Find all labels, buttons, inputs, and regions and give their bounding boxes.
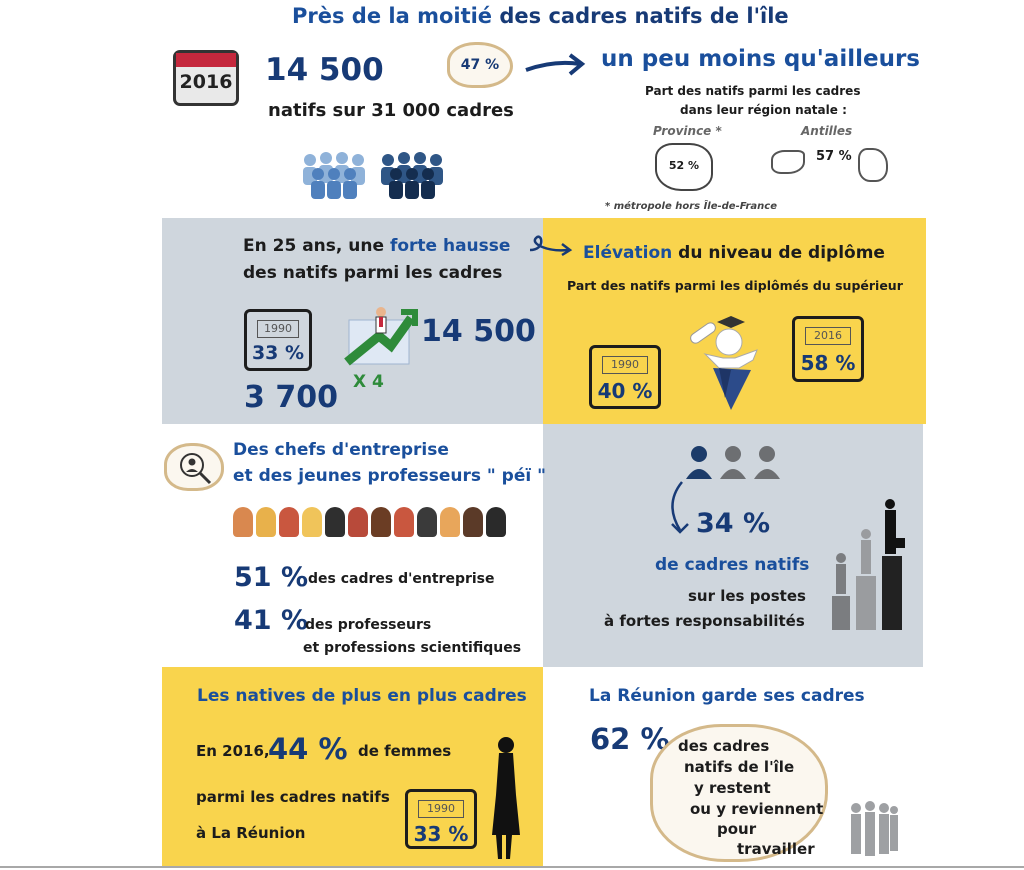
arrow-right-icon — [524, 52, 586, 78]
stay-line-2: natifs de l'île — [684, 758, 795, 776]
person-icon — [486, 507, 506, 537]
magnifier-icon — [167, 446, 223, 490]
province-pct: 52 % — [668, 159, 700, 172]
stay-line-6: travailler — [737, 840, 815, 858]
calendar-pct: 33 % — [251, 342, 305, 364]
stay-line-5: pour — [717, 820, 757, 838]
person-icon — [256, 507, 276, 537]
women-line-1a: En 2016, — [196, 742, 270, 760]
reunion-island-shape — [447, 42, 513, 88]
person-icon — [463, 507, 483, 537]
province-label: Province * — [653, 124, 722, 138]
diploma-title — [583, 243, 885, 263]
diploma-sub: Part des natifs parmi les diplômés du supérieur — [567, 278, 903, 293]
growth-title-1b: forte hausse — [389, 236, 511, 256]
growth-title-1 — [243, 236, 510, 256]
chefs-title-1: Des chefs d'entreprise — [233, 440, 449, 460]
growth-title-2: des natifs parmi les cadres — [243, 263, 503, 283]
calendar-2016-icon — [173, 50, 239, 106]
calendar-year: 2016 — [805, 327, 851, 345]
antilles-pct: 57 % — [816, 149, 852, 164]
resp-line-2: sur les postes — [688, 587, 806, 605]
native-count: 14 500 — [265, 52, 384, 88]
stay-line-4: ou y reviennent — [690, 800, 824, 818]
stay-line-3: y restent — [694, 779, 771, 797]
person-icon — [394, 507, 414, 537]
chefs-label-2b: et professions scientifiques — [303, 640, 522, 656]
calendar-year: 1990 — [257, 320, 299, 338]
stay-pct: 62 % — [590, 722, 670, 756]
native-count-sub: natifs sur 31 000 cadres — [268, 100, 514, 121]
resp-line-3: à fortes responsabilités — [604, 612, 805, 630]
stay-line-1: des cadres — [678, 737, 770, 755]
calendar-2016-diploma — [792, 316, 864, 382]
title-highlight: Près de la moitié — [292, 4, 493, 28]
chefs-label-1: des cadres d'entreprise — [308, 571, 495, 587]
diploma-title-b: du niveau de diplôme — [672, 243, 885, 263]
professionals-row — [233, 507, 513, 547]
stay-title: La Réunion garde ses cadres — [589, 686, 865, 706]
person-icon — [417, 507, 437, 537]
calendar-year: 2016 — [179, 71, 233, 93]
chefs-pct-1: 51 % — [234, 562, 309, 593]
person-icon — [440, 507, 460, 537]
compare-title: un peu moins qu'ailleurs — [601, 46, 920, 72]
group-silhouette-icon — [848, 800, 900, 860]
reunion-pct: 47 % — [460, 57, 500, 73]
footnote: * métropole hors Île-de-France — [605, 201, 777, 212]
chefs-label-2a: des professeurs — [305, 617, 432, 633]
diploma-title-a: Elévation — [583, 243, 673, 263]
calendar-pct: 58 % — [800, 351, 856, 375]
graduate-icon — [683, 298, 773, 413]
three-people-icon — [685, 443, 785, 483]
person-icon — [302, 507, 322, 537]
person-icon — [279, 507, 299, 537]
curved-arrow-icon — [660, 478, 700, 538]
antilles-map-icon-2 — [858, 148, 888, 182]
person-icon — [348, 507, 368, 537]
chefs-pct-2: 41 % — [234, 605, 309, 636]
women-pct: 44 % — [268, 732, 348, 766]
bottom-divider — [0, 866, 1024, 868]
chefs-title-2: et des jeunes professeurs " péï " — [233, 466, 546, 486]
growth-arrow-icon — [343, 302, 418, 372]
loop-arrow-icon — [528, 228, 574, 258]
person-icon — [325, 507, 345, 537]
women-line-1b: de femmes — [358, 742, 452, 760]
women-line-2: parmi les cadres natifs — [196, 788, 390, 806]
person-icon — [371, 507, 391, 537]
crowd-dark-icon — [378, 150, 448, 200]
women-line-3: à La Réunion — [196, 824, 306, 842]
resp-line-1: de cadres natifs — [655, 555, 810, 575]
multiplier: X 4 — [353, 372, 384, 392]
growth-title-1a: En 25 ans, une — [243, 236, 390, 256]
women-title: Les natives de plus en plus cadres — [197, 686, 527, 706]
person-icon — [233, 507, 253, 537]
title-rest: des cadres natifs de l'île — [492, 4, 789, 28]
calendar-year: 1990 — [418, 800, 464, 818]
france-map-icon — [655, 143, 713, 191]
compare-sub-2: dans leur région natale : — [680, 103, 847, 117]
woman-silhouette-icon — [486, 735, 526, 860]
calendar-1990-diploma — [589, 345, 661, 409]
growth-end-value: 14 500 — [421, 314, 536, 349]
compare-sub-1: Part des natifs parmi les cadres — [645, 84, 861, 98]
resp-pct: 34 % — [696, 508, 771, 539]
reunion-magnifier-shape — [164, 443, 224, 491]
growth-start-value: 3 700 — [244, 380, 338, 415]
crowd-light-icon — [300, 150, 370, 200]
page-title — [292, 4, 789, 28]
antilles-map-icon — [771, 150, 805, 174]
calendar-1990-growth — [244, 309, 312, 371]
calendar-pct: 33 % — [413, 822, 469, 846]
calendar-1990-women — [405, 789, 477, 849]
antilles-label: Antilles — [801, 124, 853, 138]
podium-people-icon — [826, 498, 906, 633]
calendar-pct: 40 % — [597, 379, 653, 403]
calendar-year: 1990 — [602, 356, 648, 374]
